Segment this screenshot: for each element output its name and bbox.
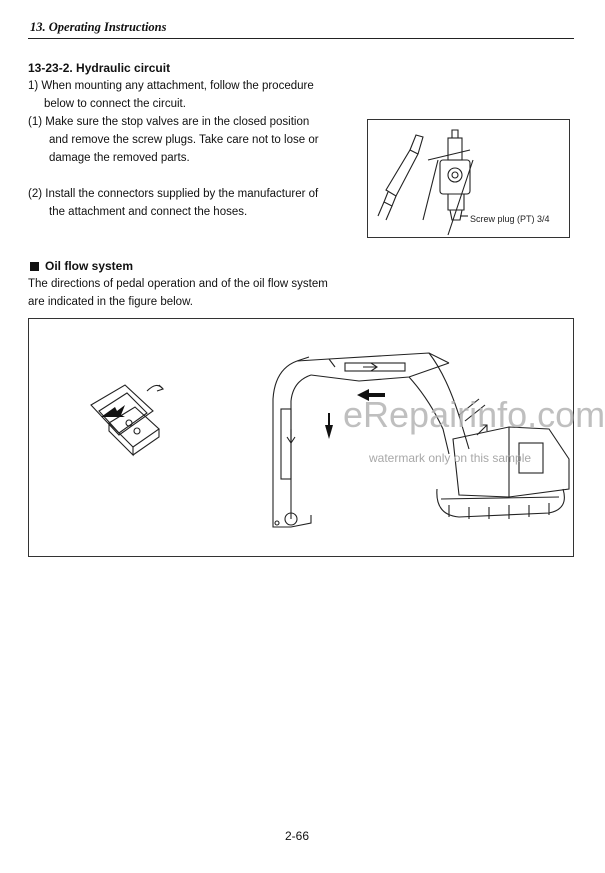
- excavator-oil-flow-illustration: [29, 319, 575, 558]
- watermark-note: watermark only on this sample: [369, 451, 532, 465]
- instruction-line: and remove the screw plugs. Take care not to lose or: [49, 134, 319, 146]
- oil-flow-heading: Oil flow system: [45, 259, 134, 273]
- bullet-square-icon: [30, 262, 39, 271]
- screw-plug-figure: [367, 119, 570, 238]
- instruction-line: below to connect the circuit.: [44, 98, 186, 110]
- header-title: 13. Operating Instructions: [30, 20, 167, 34]
- instruction-line: (2) Install the connectors supplied by the manufacturer of: [28, 188, 319, 200]
- oil-flow-line: The directions of pedal operation and of the oil flow system: [28, 278, 328, 290]
- watermark-brand: eRepairinfo.com: [343, 394, 605, 435]
- instruction-line: (1) Make sure the stop valves are in the closed position: [28, 116, 310, 128]
- page-number: 2-66: [285, 829, 310, 843]
- instruction-line: damage the removed parts.: [49, 152, 190, 164]
- instruction-line: 1) When mounting any attachment, follow the procedure: [28, 80, 314, 92]
- oil-flow-line: are indicated in the figure below.: [28, 296, 193, 308]
- figure-caption: Screw plug (PT) 3/4: [470, 214, 550, 224]
- header-rule: [28, 38, 574, 39]
- instruction-line: the attachment and connect the hoses.: [49, 206, 248, 218]
- oil-flow-figure: [28, 318, 605, 557]
- section-heading: 13-23-2. Hydraulic circuit: [28, 61, 171, 75]
